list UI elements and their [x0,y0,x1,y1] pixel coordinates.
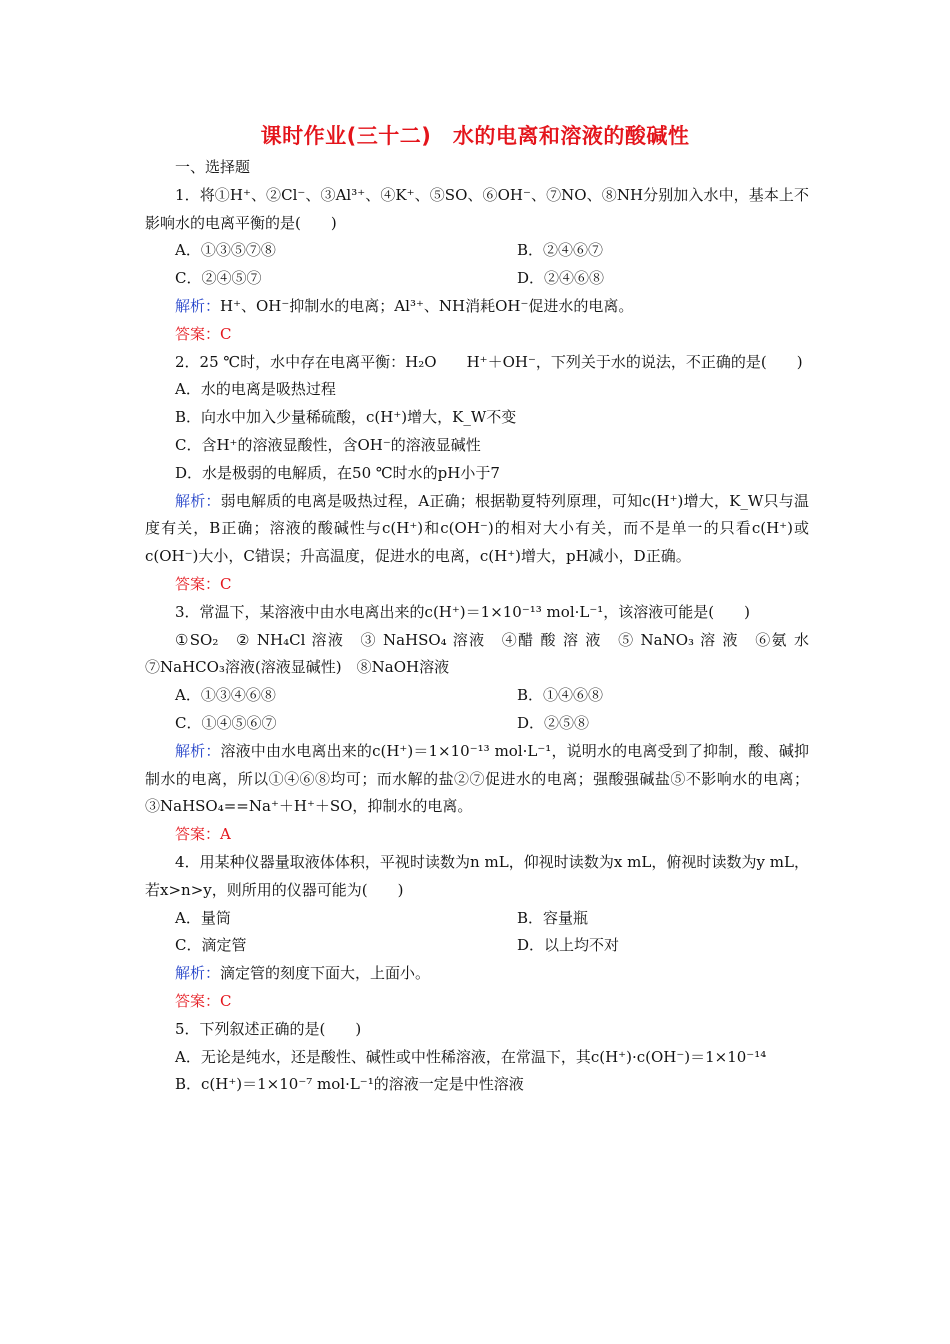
question-4-option-c: C．滴定管 [175,936,247,955]
question-3-options-row-2 [145,710,809,738]
analysis-label: 解析： [175,491,221,510]
question-3-stem: 3．常温下，某溶液中由水电离出来的c(H⁺)＝1×10⁻¹³ mol·L⁻¹，该溶液可能是( ) [175,602,750,621]
question-3-answer [145,821,809,849]
question-2-option-a: A．水的电离是吸热过程 [175,380,336,399]
question-1-stem: 1．将①H⁺、②Cl⁻、③Al³⁺、④K⁺、⑤SO、⑥OH⁻、⑦NO、⑧NH分别加入水中，基本上不影响水的电离平衡的是( ) [145,185,809,232]
analysis-text: 弱电解质的电离是吸热过程，A正确；根据勒夏特列原理，可知c(H⁺)增大，K_W只与温度有关，B正确；溶液的酸碱性与c(H⁺)和c(OH⁻)的相对大小有关，而不是单一的只看c(H⁺)或c(OH⁻)大小，C错误；升高温度，促进水的电离，c(H⁺)增大，pH减小，D正确。 [145,491,809,566]
answer-value: C [220,324,232,343]
question-3-options-row-1 [145,682,809,710]
question-1-option-c: C．②④⑤⑦ [175,269,262,288]
question-2-option-d: D．水是极弱的电解质，在50 ℃时水的pH小于7 [175,463,500,482]
answer-label: 答案： [175,574,221,593]
answer-label: 答案： [175,324,221,343]
question-4-options-row-1 [145,905,809,933]
question-4-options-row-2 [145,932,809,960]
question-3-option-a: A．①③④⑥⑧ [175,686,276,705]
document-body [145,154,825,1099]
answer-label: 答案： [175,825,221,844]
analysis-label: 解析： [175,741,221,760]
question-4-option-b: B．容量瓶 [517,908,589,927]
question-1-option-b: B．②④⑥⑦ [517,241,604,260]
question-4-answer [145,988,809,1016]
question-5-stem: 5．下列叙述正确的是( ) [175,1019,362,1038]
question-3-items: ①SO₂ ② NH₄Cl 溶液 ③ NaHSO₄ 溶液 ④醋 酸 溶 液 ⑤ NaNO₃ 溶 液 ⑥氨 水 ⑦NaHCO₃溶液(溶液显碱性) ⑧NaOH溶液 [145,630,825,677]
question-5-option-a: A．无论是纯水，还是酸性、碱性或中性稀溶液，在常温下，其c(H⁺)·c(OH⁻)＝1×10⁻¹⁴ [175,1047,767,1066]
question-2-analysis [145,488,809,571]
answer-label: 答案： [175,991,221,1010]
analysis-text: 溶液中由水电离出来的c(H⁺)＝1×10⁻¹³ mol·L⁻¹，说明水的电离受到了抑制，酸、碱抑制水的电离，所以①④⑥⑧均可；而水解的盐②⑦促进水的电离；强酸强碱盐⑤不影响水的电离；③NaHSO₄==Na⁺＋H⁺＋SO，抑制水的电离。 [145,741,809,816]
question-2-stem: 2．25 ℃时，水中存在电离平衡：H₂O H⁺＋OH⁻，下列关于水的说法，不正确的是( ) [175,352,803,371]
analysis-label: 解析： [175,964,221,983]
analysis-text: 滴定管的刻度下面大，上面小。 [220,964,431,983]
question-2-option-c: C．含H⁺的溶液显酸性，含OH⁻的溶液显碱性 [175,435,481,454]
page-title: 课时作业(三十二) 水的电离和溶液的酸碱性 [260,124,690,148]
question-3-analysis [145,738,809,821]
question-4-option-a: A．量筒 [175,908,231,927]
question-3-option-d: D．②⑤⑧ [517,713,590,732]
analysis-text: H⁺、OH⁻抑制水的电离；Al³⁺、NH消耗OH⁻促进水的电离。 [220,296,634,315]
question-1-answer [145,321,809,349]
answer-value: C [220,574,232,593]
question-3-option-c: C．①④⑤⑥⑦ [175,713,277,732]
question-4-stem: 4．用某种仪器量取液体体积，平视时读数为n mL，仰视时读数为x mL，俯视时读数为y mL，若x>n>y，则所用的仪器可能为( ) [145,852,809,899]
question-1-analysis [145,293,809,321]
question-2-answer [145,571,809,599]
question-5-option-b: B．c(H⁺)＝1×10⁻⁷ mol·L⁻¹的溶液一定是中性溶液 [175,1075,524,1094]
question-3-option-b: B．①④⑥⑧ [517,686,604,705]
section-heading: 一、选择题 [175,158,251,176]
question-4-analysis [145,960,809,988]
question-1-options-row-1 [145,237,809,265]
analysis-label: 解析： [175,296,221,315]
question-1-option-a: A．①③⑤⑦⑧ [175,241,276,260]
question-4-option-d: D．以上均不对 [517,936,620,955]
question-1-option-d: D．②④⑥⑧ [517,269,605,288]
answer-value: C [220,991,232,1010]
answer-value: A [220,825,231,844]
question-1-options-row-2 [145,265,809,293]
question-2-option-b: B．向水中加入少量稀硫酸，c(H⁺)增大，K_W不变 [175,408,517,427]
